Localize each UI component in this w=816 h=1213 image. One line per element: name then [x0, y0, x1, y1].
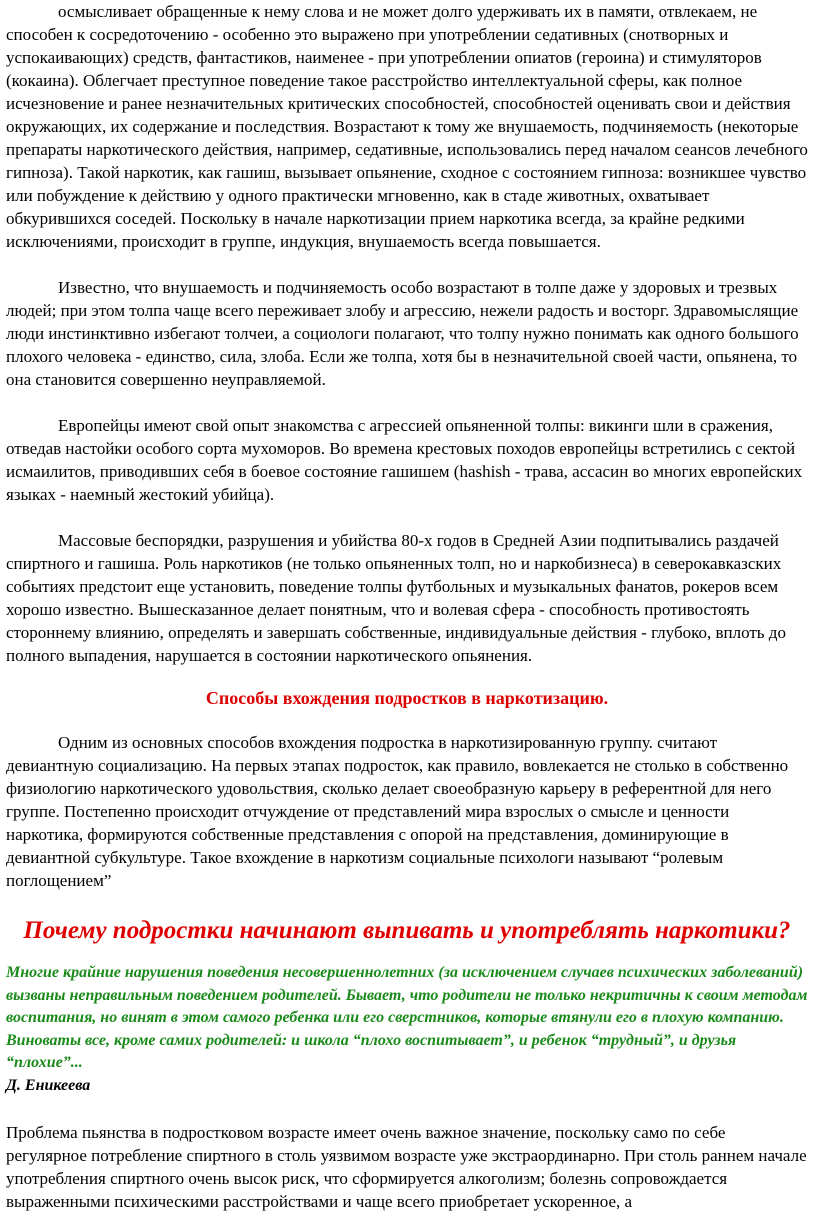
- paragraph-6: Проблема пьянства в подростковом возрасте имеет очень важное значение, поскольку само по себе регулярное потребление спиртного в столь уязвимом возрасте уже экстраординарно. При столь раннем начале употребления спиртного очень высок риск, что сформируется алкоголизм; болезнь сопровождается выраженными психическими расстройствами и чаще всего приобретает ускоренное, а: [6, 1122, 807, 1211]
- paragraph-4: Массовые беспорядки, разрушения и убийства 80-х годов в Средней Азии подпитывались раздачей спиртного и гашиша. Роль наркотиков (не только опьяненных толп, но и наркобизнеса) в северокавказских событиях предстоит еще установить, поведение толпы футбольных и музыкальных фанатов, рокеров всем хорошо известно. Вышесказанное делает понятным, что и волевая сфера - способность противостоять стороннему влиянию, определять и завершать собственные, индивидуальные действия - глубоко, вплоть до полного выпадения, нарушается в состоянии наркотического опьянения.: [6, 531, 786, 665]
- paragraph-2: Известно, что внушаемость и подчиняемость особо возрастают в толпе даже у здоровых и трезвых людей; при этом толпа чаще всего переживает злобу и агрессию, нежели радость и восторг. Здравомыслящие люди инстинктивно избегают толчеи, а социологи полагают, что толпу нужно понимать как одного большого плохого человека - единство, сила, злоба. Если же толпа, хотя бы в незначительной своей части, опьянена, то она становится совершенно неуправляемой.: [6, 278, 799, 389]
- paragraph-3: Европейцы имеют свой опыт знакомства с агрессией опьяненной толпы: викинги шли в сражения, отведав настойки особого сорта мухоморов. Во времена крестовых походов европейцы встретились с сектой исмаилитов, приводивших себя в боевое состояние гашишем (hashish - трава, ассасин во многих европейских языках - наемный жестокий убийца).: [6, 416, 803, 504]
- epigraph-quote: Многие крайние нарушения поведения несовершеннолетних (за исключением случаев психических заболеваний) вызваны неправильным поведением родителей. Бывает, что родители не только некритичны к своим методам воспитания, но винят в этом самого ребенка или его сверстников, которые втянули его в плохую компанию. Виноваты все, кроме самих родителей: и школа “плохо воспитывает”, и ребенок “трудный”, и друзья “плохие”...: [6, 964, 808, 1071]
- paragraph-1: осмысливает обращенные к нему слова и не может долго удерживать их в памяти, отвлекаем, не способен к сосредоточению - особенно это выражено при употреблении седативных (снотворных и успокаивающих) средств, фантастиков, наименее - при употреблении опиатов (героина) и стимуляторов (кокаина). Облегчает преступное поведение такое расстройство интеллектуальной сферы, как полное исчезновение и ранее незначительных критических способностей, способностей оценивать свои и действия окружающих, их содержание и последствия. Возрастают к тому же внушаемость, подчиняемость (некоторые препараты наркотического действия, например, седативные, использовались перед началом сеансов лечебного гипноза). Такой наркотик, как гашиш, вызывает опьянение, сходное с состоянием гипноза: возникшее чувство или побуждение к действию у одного практически мгновенно, как в стаде животных, охватывает обкурившихся соседей. Поскольку в начале наркотизации прием наркотика всегда, за крайне редкими исключениями, происходит в группе, индукция, внушаемость всегда повышается.: [6, 2, 808, 251]
- main-heading: Почему подростки начинают выпивать и употреблять наркотики?: [23, 917, 791, 944]
- epigraph-author: Д. Еникеева: [6, 1076, 91, 1094]
- section-heading: Способы вхождения подростков в наркотизацию.: [205, 688, 609, 708]
- paragraph-5: Одним из основных способов вхождения подростка в наркотизированную группу. считают девиантную социализацию. На первых этапах подросток, как правило, вовлекается не столько в собственно физиологию наркотического удовольствия, сколько делает своеобразную карьеру в референтной для него группе. Постепенно происходит отчуждение от представлений мира взрослых о смысле и ценности наркотика, формируются собственные представления с опорой на представления, доминирующие в девиантной субкультуре. Такое вхождение в наркотизм социальные психологи называют “ролевым поглощением”: [6, 733, 789, 890]
